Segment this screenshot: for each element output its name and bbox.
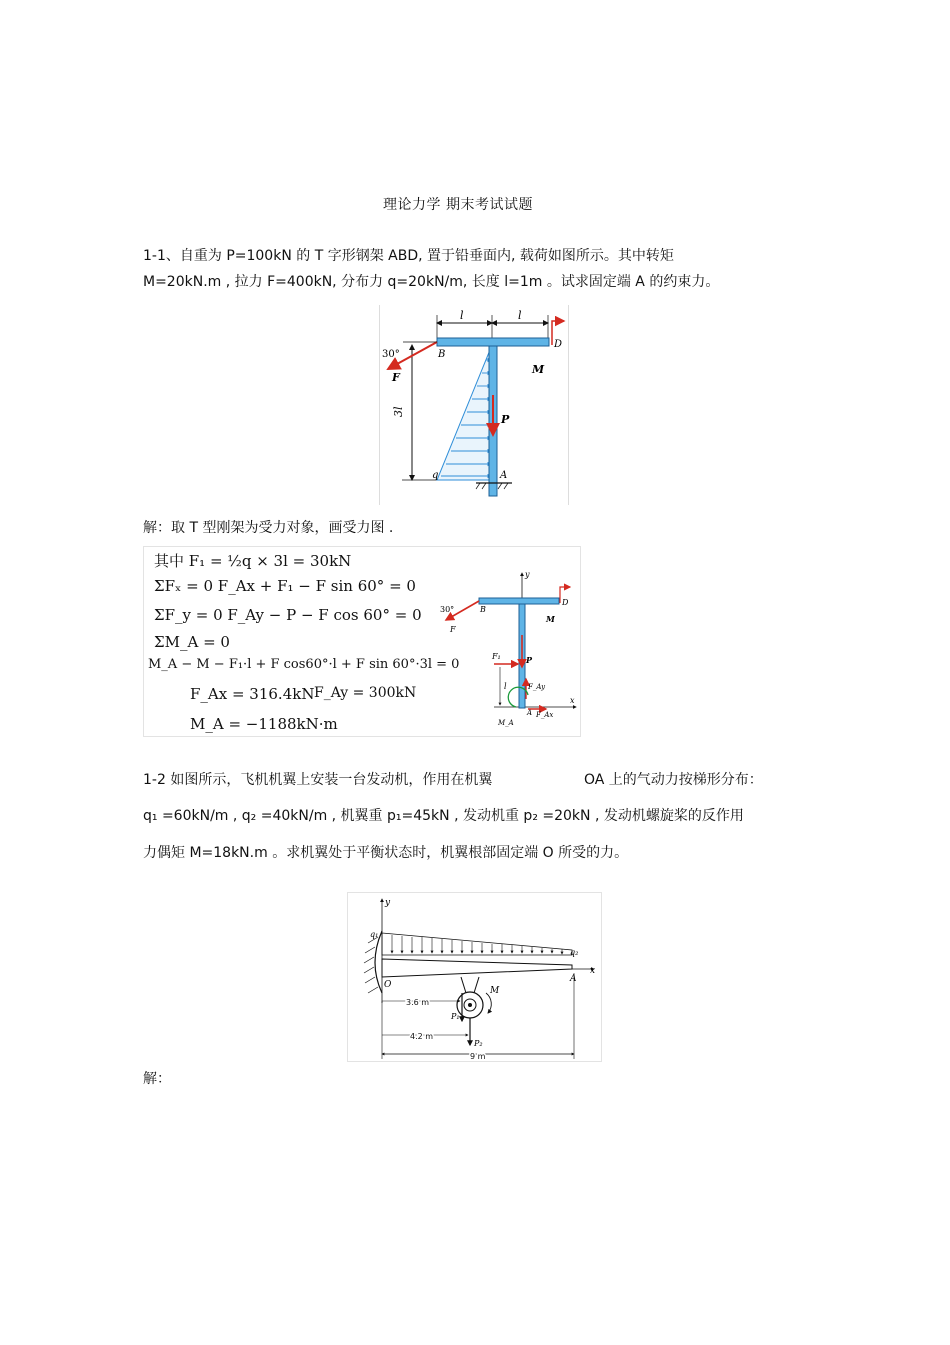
label-b: B — [438, 349, 446, 360]
problem-1-2-line-1a: 1-2 如图所示，飞机机翼上安装一台发动机，作用在机翼 — [143, 772, 493, 788]
label-angle: 30° — [382, 349, 400, 360]
fbd-angle: 30° — [440, 605, 455, 614]
label-3l: 3l — [392, 406, 405, 417]
free-body-diagram — [434, 567, 580, 735]
wing-label-p2: P₂ — [474, 1039, 483, 1048]
solution-1-1-label: 解：取 T 型刚架为受力对象，画受力图 . — [143, 520, 394, 536]
label-q: q — [432, 470, 439, 481]
wing-label-m: M — [490, 986, 500, 996]
fbd-ma: M_A — [498, 719, 514, 727]
label-l1: l — [460, 309, 464, 322]
problem-1-2-line-2: q₁ =60kN/m , q₂ =40kN/m , 机翼重 p₁=45kN , 发动机重 p₂ =20kN , 发动机螺旋桨的反作用 — [143, 808, 744, 824]
fbd-b: B — [480, 605, 486, 614]
label-l2: l — [518, 309, 522, 322]
problem-1-2-line-1b: OA 上的气动力按梯形分布： — [584, 772, 763, 788]
label-m: M — [532, 363, 545, 376]
fbd-fax: F_Ax — [536, 711, 554, 719]
solution-figure-1-1 — [143, 546, 581, 737]
equation-moment: M_A − M − F₁·l + F cos60°·l + F sin 60°·3l = 0 — [148, 657, 460, 672]
fbd-p: P — [526, 655, 533, 665]
fbd-axis-y: y — [525, 570, 530, 579]
fbd-a: A — [527, 709, 533, 717]
wing-label-p1: P₁ — [451, 1012, 460, 1021]
fbd-f1: F₁ — [492, 652, 501, 661]
result-fay: F_Ay = 300kN — [314, 685, 417, 701]
solution-1-2-label: 解： — [143, 1071, 171, 1087]
equation-f1: 其中 F₁ = ½q × 3l = 30kN — [154, 552, 352, 570]
distributed-load — [437, 345, 492, 480]
fbd-fay: F_Ay — [528, 683, 546, 691]
label-a: A — [500, 470, 508, 481]
problem-1-1-line-2: M=20kN.m , 拉力 F=400kN, 分布力 q=20kN/m, 长度 l=1m 。试求固定端 A 的约束力。 — [143, 274, 720, 290]
wing-dim-4-2: 4.2 m — [410, 1032, 434, 1041]
figure-airplane-wing — [347, 892, 602, 1062]
beam-bd — [437, 338, 549, 346]
fbd-m: M — [546, 614, 555, 624]
fbd-f: F — [450, 625, 456, 634]
label-d: D — [554, 339, 563, 350]
problem-1-1-line-1: 1-1、自重为 P=100kN 的 T 字形钢架 ABD, 置于铅垂面内, 载荷如图所示。其中转矩 — [143, 248, 674, 264]
fbd-axis-x: x — [570, 696, 575, 705]
equation-sum-fx: ΣFₓ = 0 F_Ax + F₁ − F sin 60° = 0 — [154, 577, 416, 595]
result-ma: M_A = −1188kN·m — [190, 715, 338, 733]
problem-1-2-line-3: 力偶矩 M=18kN.m 。求机翼处于平衡状态时，机翼根部固定端 O 所受的力。 — [143, 845, 629, 861]
wing-axis-x: x — [590, 966, 596, 976]
figure-t-frame — [379, 305, 569, 505]
page-title: 理论力学 期末考试试题 — [383, 197, 533, 213]
wing-label-q2: q₂ — [570, 948, 579, 957]
wing-dim-9: 9 m — [470, 1052, 486, 1061]
fbd-l: l — [504, 682, 507, 691]
wing-label-o: O — [384, 980, 392, 990]
label-p: P — [501, 413, 510, 426]
wing-label-q1: q₁ — [370, 930, 379, 939]
wing-label-a: A — [570, 974, 577, 984]
wing-dim-3-6: 3.6 m — [406, 998, 430, 1007]
label-f: F — [392, 371, 400, 384]
wing-axis-y: y — [385, 898, 391, 908]
equation-sum-ma: ΣM_A = 0 — [154, 633, 230, 651]
fbd-d: D — [562, 598, 569, 607]
result-fax: F_Ax = 316.4kN — [190, 685, 315, 703]
equation-sum-fy: ΣF_y = 0 F_Ay − P − F cos 60° = 0 — [154, 606, 422, 624]
